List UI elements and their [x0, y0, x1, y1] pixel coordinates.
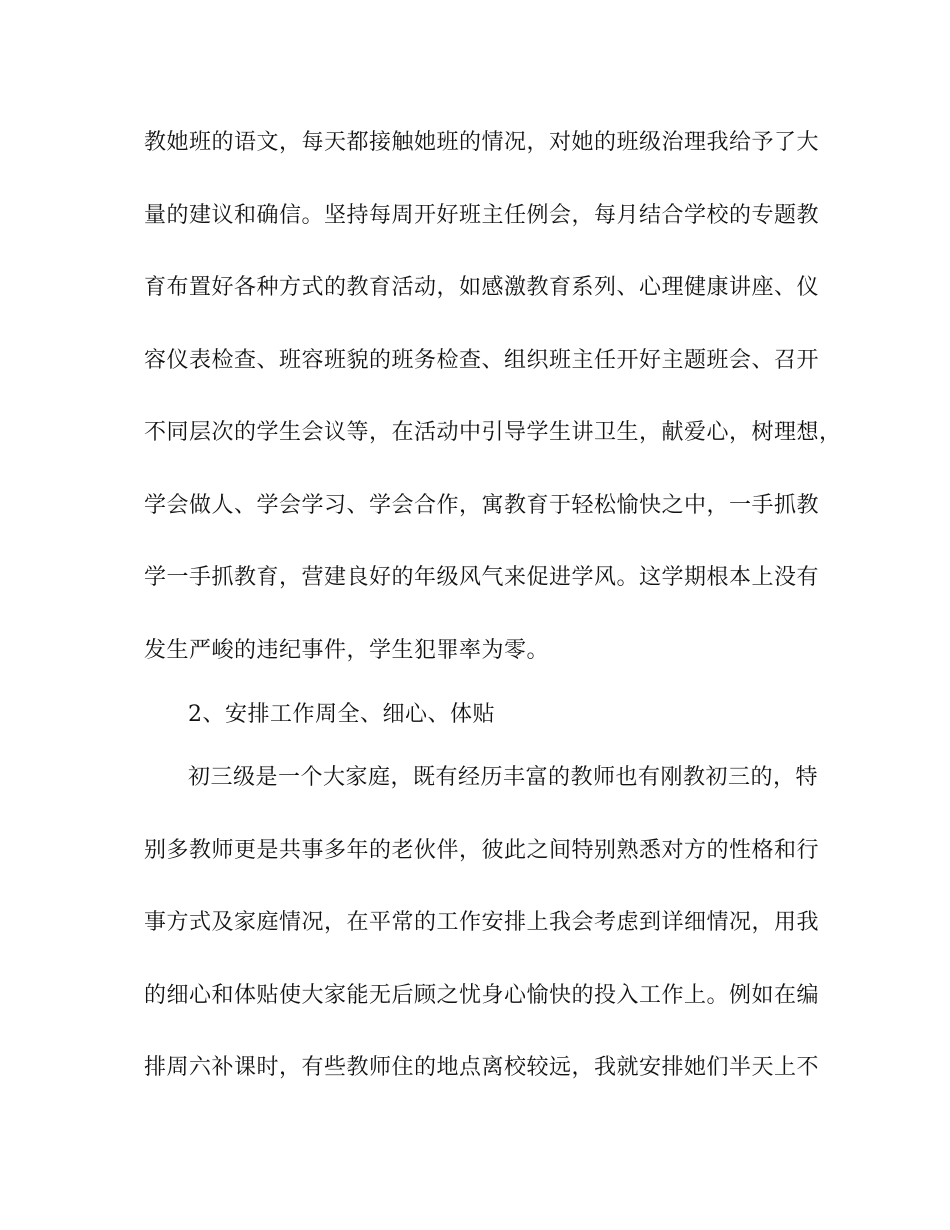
paragraph-line: 育布置好各种方式的教育活动，如感激教育系列、心理健康讲座、仪	[144, 275, 820, 300]
paragraph-line: 发生严峻的违纪事件，学生犯罪率为零。	[144, 638, 550, 663]
paragraph-line: 学会做人、学会学习、学会合作，寓教育于轻松愉快之中，一手抓教	[144, 493, 820, 518]
paragraph-line: 别多教师更是共事多年的老伙伴，彼此之间特别熟悉对方的性格和行	[144, 838, 820, 863]
paragraph-line: 量的建议和确信。坚持每周开好班主任例会，每月结合学校的专题教	[144, 203, 820, 228]
paragraph-first-line: 初三级是一个大家庭，既有经历丰富的教师也有刚教初三的，特	[188, 765, 819, 790]
paragraph-line: 教她班的语文，每天都接触她班的情况，对她的班级治理我给予了大	[144, 130, 820, 155]
paragraph-line: 的细心和体贴使大家能无后顾之忧身心愉快的投入工作上。例如在编	[144, 983, 820, 1008]
paragraph-line: 学一手抓教育，营建良好的年级风气来促进学风。这学期根本上没有	[144, 565, 820, 590]
paragraph-line: 事方式及家庭情况，在平常的工作安排上我会考虑到详细情况，用我	[144, 910, 820, 935]
paragraph-line: 排周六补课时，有些教师住的地点离校较远，我就安排她们半天上不	[144, 1055, 820, 1080]
paragraph-line: 不同层次的学生会议等，在活动中引导学生讲卫生，献爱心，树理想，	[144, 420, 842, 445]
paragraph-line: 容仪表检查、班容班貌的班务检查、组织班主任开好主题班会、召开	[144, 348, 820, 373]
section-heading: 2、安排工作周全、细心、体贴	[188, 702, 495, 727]
